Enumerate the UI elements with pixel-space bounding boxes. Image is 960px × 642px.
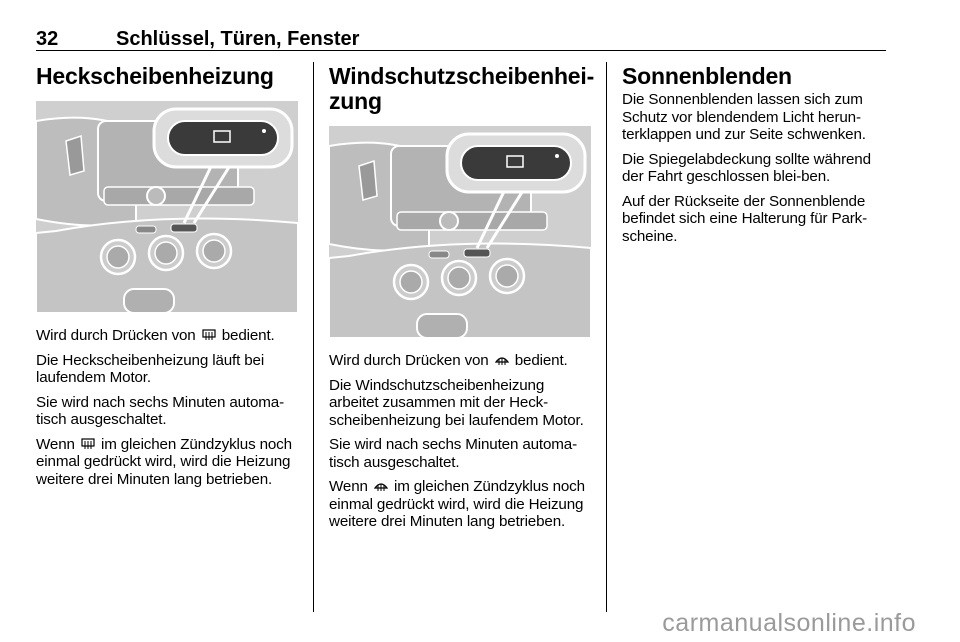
watermark: carmanualsonline.info (662, 609, 916, 637)
windscreen-heater-icon (495, 354, 509, 366)
rear-window-heater-icon (81, 438, 95, 450)
paragraph: Wenn im gleichen Zündzyklus noch einmal gedrückt wird, wird die Heizung weitere drei Minuten lang betrieben. (329, 478, 585, 530)
section-rear-window-heating (36, 64, 298, 495)
section-sun-visors (622, 64, 888, 252)
column-divider (313, 62, 314, 612)
page-number: 32 (36, 28, 59, 50)
section-title: Sonnenblenden (622, 63, 792, 89)
column-divider (606, 62, 607, 612)
dashboard-illustration (329, 126, 591, 338)
paragraph: Auf der Rückseite der Sonnenblende befindet sich eine Halterung für Park-scheine. (622, 192, 868, 245)
paragraph: Die Sonnenblenden lassen sich zum Schutz vor blendendem Licht herun-terklappen und zur Seite schwenken. (622, 91, 866, 143)
paragraph: Die Heckscheibenheizung läuft bei laufendem Motor. (36, 351, 265, 386)
chapter-title: Schlüssel, Türen, Fenster (116, 28, 360, 50)
dashboard-illustration (36, 101, 298, 313)
section-windscreen-heating (329, 63, 595, 538)
paragraph: Sie wird nach sechs Minuten automa-tisch ausgeschaltet. (329, 436, 577, 471)
windscreen-heater-icon (374, 480, 388, 492)
paragraph: Die Windschutzscheibenheizung arbeitet zusammen mit der Heck-scheibenheizung bei laufendem Motor. (329, 376, 584, 429)
paragraph: Sie wird nach sechs Minuten automa-tisch ausgeschaltet. (36, 393, 284, 428)
section-title: Windschutzscheibenhei- zung (329, 63, 595, 114)
paragraph: Wenn im gleichen Zündzyklus noch einmal gedrückt wird, wird die Heizung weitere drei Minuten lang betrieben. (36, 435, 292, 488)
paragraph: Die Spiegelabdeckung sollte während der Fahrt geschlossen blei-ben. (622, 150, 871, 185)
paragraph: Wird durch Drücken von bedient. (36, 327, 275, 344)
section-title: Heckscheibenheizung (36, 63, 274, 89)
paragraph: Wird durch Drücken von bedient. (329, 352, 568, 369)
rear-window-heater-icon (202, 329, 216, 341)
page-header (36, 26, 886, 51)
